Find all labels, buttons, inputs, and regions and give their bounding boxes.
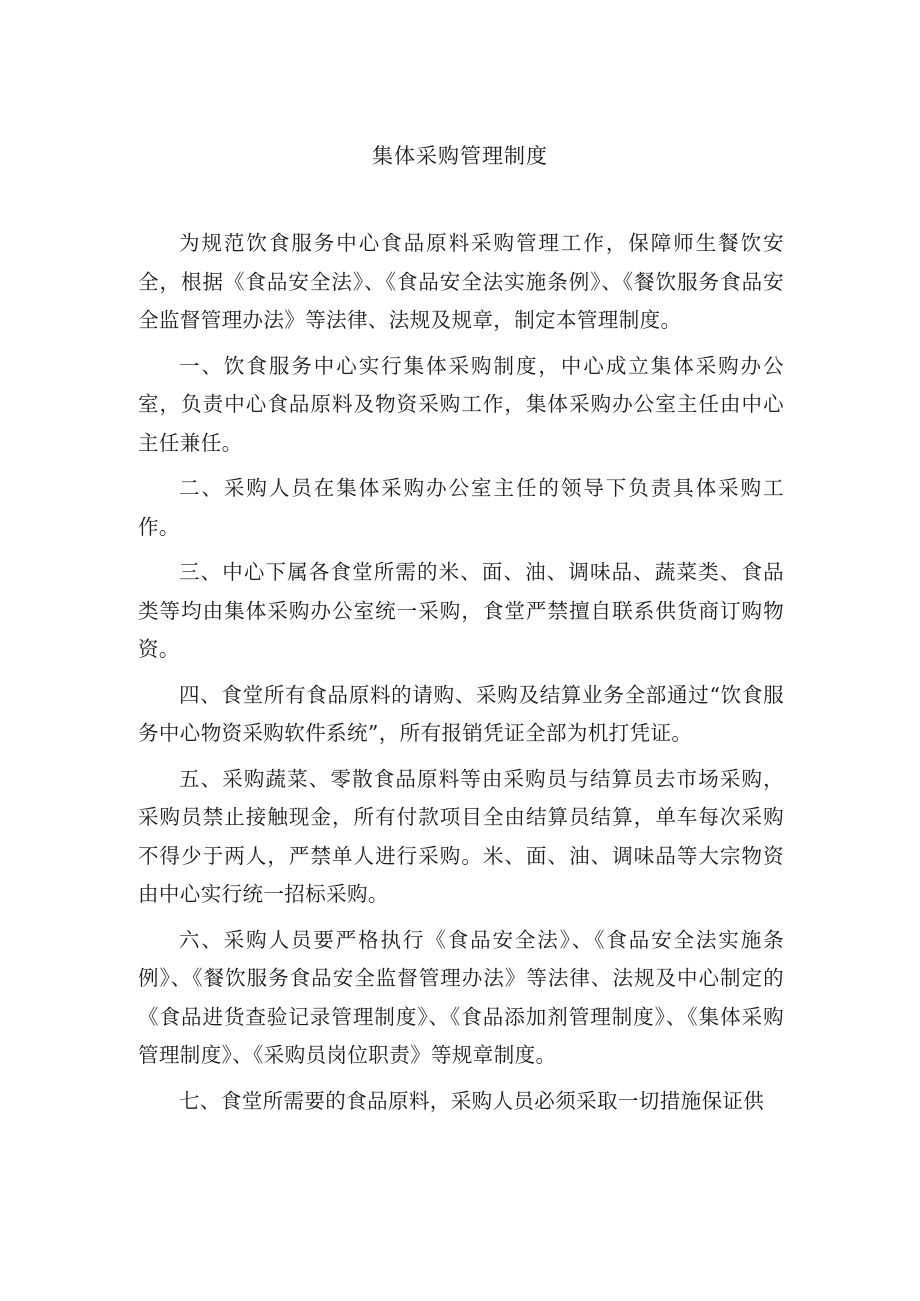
paragraph-article-2: 二、采购人员在集体采购办公室主任的领导下负责具体采购工作。 [138,476,784,539]
document-body [138,224,784,1127]
paragraph-article-7: 七、食堂所需要的食品原料，采购人员必须采取一切措施保证供 [179,1088,765,1113]
paragraph-article-4: 四、食堂所有食品原料的请购、采购及结算业务全部通过“饮食服务中心物资采购软件系统”，所有报销凭证全部为机打凭证。 [138,682,784,745]
paragraph-article-1: 一、饮食服务中心实行集体采购制度，中心成立集体采购办公室，负责中心食品原料及物资采购工作，集体采购办公室主任由中心主任兼任。 [138,353,784,455]
paragraph-intro: 为规范饮食服务中心食品原料采购管理工作，保障师生餐饮安全，根据《食品安全法》、《食品安全法实施条例》、《餐饮服务食品安全监督管理办法》等法律、法规及规章，制定本管理制度。 [138,231,784,332]
paragraph-article-6: 六、采购人员要严格执行《食品安全法》、《食品安全法实施条例》、《餐饮服务食品安全监督管理办法》等法律、法规及中心制定的《食品进货查验记录管理制度》、《食品添加剂管理制度》、《集体采购管理制度》、《采购员岗位职责》等规章制度。 [138,927,784,1067]
paragraph-article-3: 三、中心下属各食堂所需的米、面、油、调味品、蔬菜类、食品类等均由集体采购办公室统一采购，食堂严禁擅自联系供货商订购物资。 [138,560,784,661]
paragraph-article-5: 五、采购蔬菜、零散食品原料等由采购员与结算员去市场采购，采购员禁止接触现金，所有付款项目全由结算员结算，单车每次采购不得少于两人，严禁单人进行采购。米、面、油、调味品等大宗物资由中心实行统一招标采购。 [138,766,784,906]
document-title: 集体采购管理制度 [372,144,548,168]
